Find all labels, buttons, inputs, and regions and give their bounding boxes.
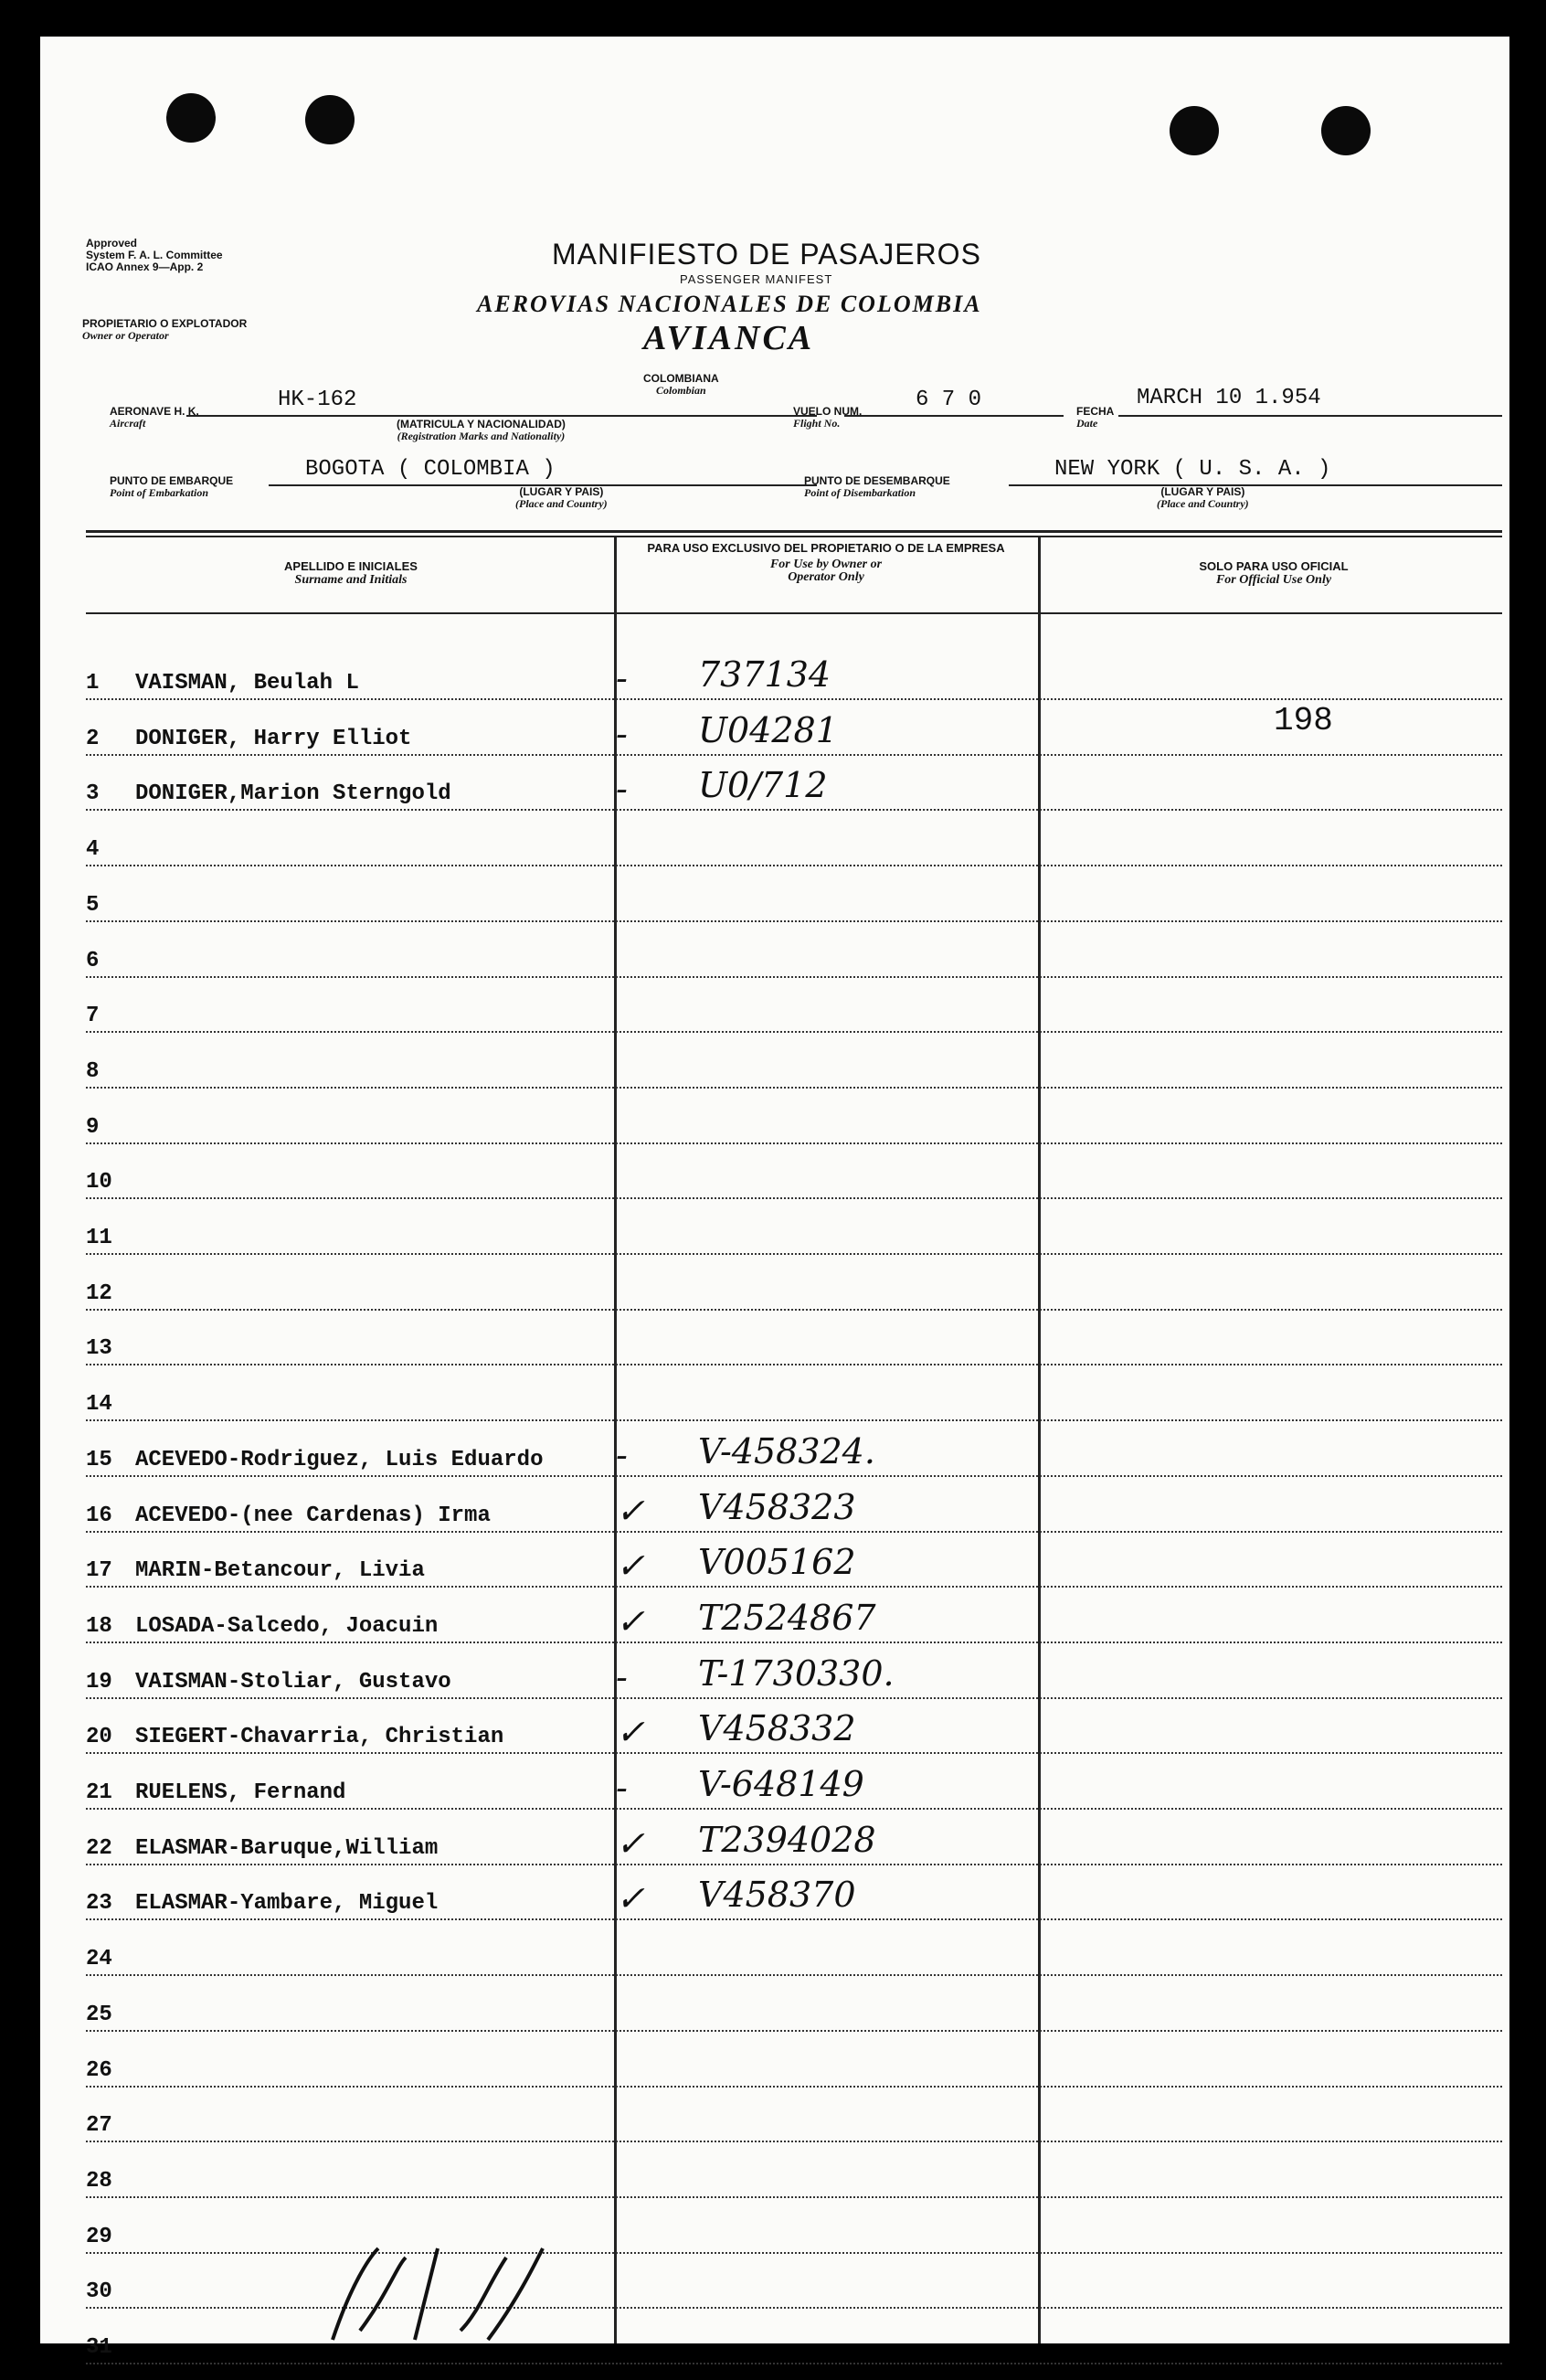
row-line	[86, 1586, 1502, 1588]
row-number: 21	[86, 1780, 112, 1805]
page-title: MANIFIESTO DE PASAJEROS	[552, 238, 981, 271]
row-line	[86, 1197, 1502, 1199]
punch-hole	[1170, 106, 1219, 155]
passenger-name: VAISMAN-Stoliar, Gustavo	[135, 1670, 451, 1695]
row-line	[86, 2196, 1502, 2198]
passenger-name: SIEGERT-Chavarria, Christian	[135, 1725, 504, 1749]
punch-hole	[305, 95, 355, 144]
row-number: 7	[86, 1004, 100, 1028]
divider	[1009, 484, 1502, 486]
row-number: 22	[86, 1836, 112, 1861]
row-line	[86, 1087, 1502, 1089]
row-line	[86, 1697, 1502, 1699]
row-number: 16	[86, 1503, 112, 1528]
row-number: 15	[86, 1448, 112, 1472]
row-number: 8	[86, 1059, 100, 1084]
row-line	[86, 809, 1502, 811]
row-line	[86, 1419, 1502, 1421]
airline-short-name: AVIANCA	[643, 319, 815, 357]
row-line	[86, 1031, 1502, 1033]
row-number: 26	[86, 2058, 112, 2083]
divider	[186, 415, 817, 417]
passenger-name: DONIGER,Marion Sterngold	[135, 781, 451, 806]
row-number: 10	[86, 1170, 112, 1195]
row-number: 9	[86, 1115, 100, 1140]
row-number: 13	[86, 1336, 112, 1361]
check-mark: -	[616, 1435, 628, 1475]
passenger-name: VAISMAN, Beulah L	[135, 671, 359, 696]
embark-place-label: (LUGAR Y PAIS) (Place and Country)	[515, 485, 608, 510]
embark-value: BOGOTA ( COLOMBIA )	[305, 457, 556, 482]
divider	[1118, 415, 1502, 417]
row-line	[86, 698, 1502, 700]
row-line	[86, 2030, 1502, 2032]
row-line	[86, 1531, 1502, 1533]
check-mark: -	[616, 769, 628, 809]
passenger-name: RUELENS, Fernand	[135, 1780, 346, 1805]
row-number: 17	[86, 1558, 112, 1583]
row-number: 12	[86, 1281, 112, 1306]
row-number: 1	[86, 671, 100, 696]
row-line	[86, 2141, 1502, 2142]
row-number: 23	[86, 1891, 112, 1916]
check-mark: ✓	[616, 1601, 645, 1642]
row-number: 29	[86, 2225, 112, 2249]
row-number: 25	[86, 2003, 112, 2027]
document-number: 737134	[698, 654, 831, 695]
disembark-value: NEW YORK ( U. S. A. )	[1054, 457, 1331, 482]
manifest-page	[40, 37, 1509, 2360]
row-line	[86, 1918, 1502, 1920]
punch-hole	[166, 93, 216, 143]
row-number: 31	[86, 2335, 112, 2360]
row-line	[86, 1142, 1502, 1144]
document-number: V458332	[698, 1708, 856, 1748]
row-line	[86, 1864, 1502, 1865]
column-header-owner-use: PARA USO EXCLUSIVO DEL PROPIETARIO O DE LA EMPRESA For Use by Owner or Operator Only	[647, 541, 1005, 584]
airline-name: AEROVIAS NACIONALES DE COLOMBIA	[477, 291, 982, 317]
row-line	[86, 1253, 1502, 1255]
column-header-official: SOLO PARA USO OFICIAL For Official Use Only	[1199, 559, 1349, 587]
passenger-name: ACEVEDO-Rodriguez, Luis Eduardo	[135, 1448, 544, 1472]
row-line	[86, 1752, 1502, 1754]
row-line	[86, 1808, 1502, 1810]
punch-hole	[1321, 106, 1371, 155]
document-number: V-648149	[698, 1764, 864, 1804]
row-line	[86, 2252, 1502, 2254]
row-number: 18	[86, 1614, 112, 1639]
document-number: V458323	[698, 1487, 856, 1527]
document-number: U0/712	[698, 765, 828, 805]
registration-label: (MATRICULA Y NACIONALIDAD) (Registration Marks and Nationality)	[397, 418, 566, 442]
aircraft-label: AERONAVE H. K. Aircraft	[110, 405, 199, 430]
row-line	[86, 754, 1502, 756]
row-line	[86, 1642, 1502, 1643]
row-line	[86, 976, 1502, 978]
row-number: 27	[86, 2113, 112, 2138]
row-line	[86, 1309, 1502, 1311]
page-subtitle: PASSENGER MANIFEST	[680, 272, 833, 286]
date-value: MARCH 10 1.954	[1137, 386, 1321, 410]
row-line	[86, 2363, 1502, 2364]
passenger-name: DONIGER, Harry Elliot	[135, 727, 412, 751]
row-number: 19	[86, 1670, 112, 1695]
row-line	[86, 2307, 1502, 2309]
row-number: 5	[86, 893, 100, 918]
row-line	[86, 920, 1502, 922]
document-number: T2524867	[698, 1598, 876, 1638]
embark-label: PUNTO DE EMBARQUE Point of Embarkation	[110, 474, 234, 499]
row-number: 20	[86, 1725, 112, 1749]
passenger-name: MARIN-Betancour, Livia	[135, 1558, 425, 1583]
row-number: 6	[86, 949, 100, 973]
row-number: 3	[86, 781, 100, 806]
aircraft-value: HK-162	[278, 388, 357, 412]
check-mark: -	[616, 1768, 628, 1808]
passenger-name: ELASMAR-Yambare, Miguel	[135, 1891, 439, 1916]
header-rule	[86, 536, 1502, 537]
flight-number: 6 7 0	[916, 388, 982, 412]
row-number: 24	[86, 1947, 112, 1971]
passenger-name: LOSADA-Salcedo, Joacuin	[135, 1614, 439, 1639]
check-mark: ✓	[616, 1823, 645, 1864]
flight-label: VUELO NUM. Flight No.	[793, 405, 863, 430]
owner-label: PROPIETARIO O EXPLOTADOR Owner or Operator	[82, 317, 248, 342]
nationality-label: COLOMBIANA Colombian	[643, 372, 719, 397]
header-rule	[86, 530, 1502, 533]
row-number: 14	[86, 1392, 112, 1417]
column-header-rule	[86, 612, 1502, 614]
check-mark: ✓	[616, 1878, 645, 1918]
official-note: 198	[1274, 702, 1333, 739]
date-label: FECHA Date	[1076, 405, 1115, 430]
check-mark: -	[616, 1657, 628, 1697]
document-number: T-1730330.	[698, 1653, 895, 1694]
row-line	[86, 865, 1502, 866]
document-number: V-458324.	[698, 1431, 875, 1472]
document-number: V005162	[698, 1542, 856, 1582]
row-line	[86, 1364, 1502, 1365]
row-line	[86, 1475, 1502, 1477]
row-number: 11	[86, 1226, 112, 1250]
signature	[305, 2230, 598, 2349]
divider	[844, 415, 1064, 417]
row-number: 4	[86, 837, 100, 862]
document-number: V458370	[698, 1875, 856, 1915]
row-number: 2	[86, 727, 100, 751]
disembark-label: PUNTO DE DESEMBARQUE Point of Disembarkation	[804, 474, 950, 499]
row-number: 30	[86, 2279, 112, 2304]
row-line	[86, 1974, 1502, 1976]
check-mark: ✓	[616, 1546, 645, 1586]
column-header-surname: APELLIDO E INICIALES Surname and Initials	[284, 559, 418, 587]
check-mark: ✓	[616, 1491, 645, 1531]
check-mark: ✓	[616, 1712, 645, 1752]
passenger-name: ACEVEDO-(nee Cardenas) Irma	[135, 1503, 491, 1528]
document-number: U04281	[698, 710, 838, 750]
check-mark: -	[616, 714, 628, 754]
check-mark: -	[616, 658, 628, 698]
approval-note: Approved System F. A. L. Committee ICAO Annex 9—App. 2	[86, 237, 223, 273]
disembark-place-label: (LUGAR Y PAIS) (Place and Country)	[1157, 485, 1249, 510]
row-number: 28	[86, 2169, 112, 2194]
row-line	[86, 2086, 1502, 2088]
document-number: T2394028	[698, 1820, 876, 1860]
passenger-name: ELASMAR-Baruque,William	[135, 1836, 439, 1861]
